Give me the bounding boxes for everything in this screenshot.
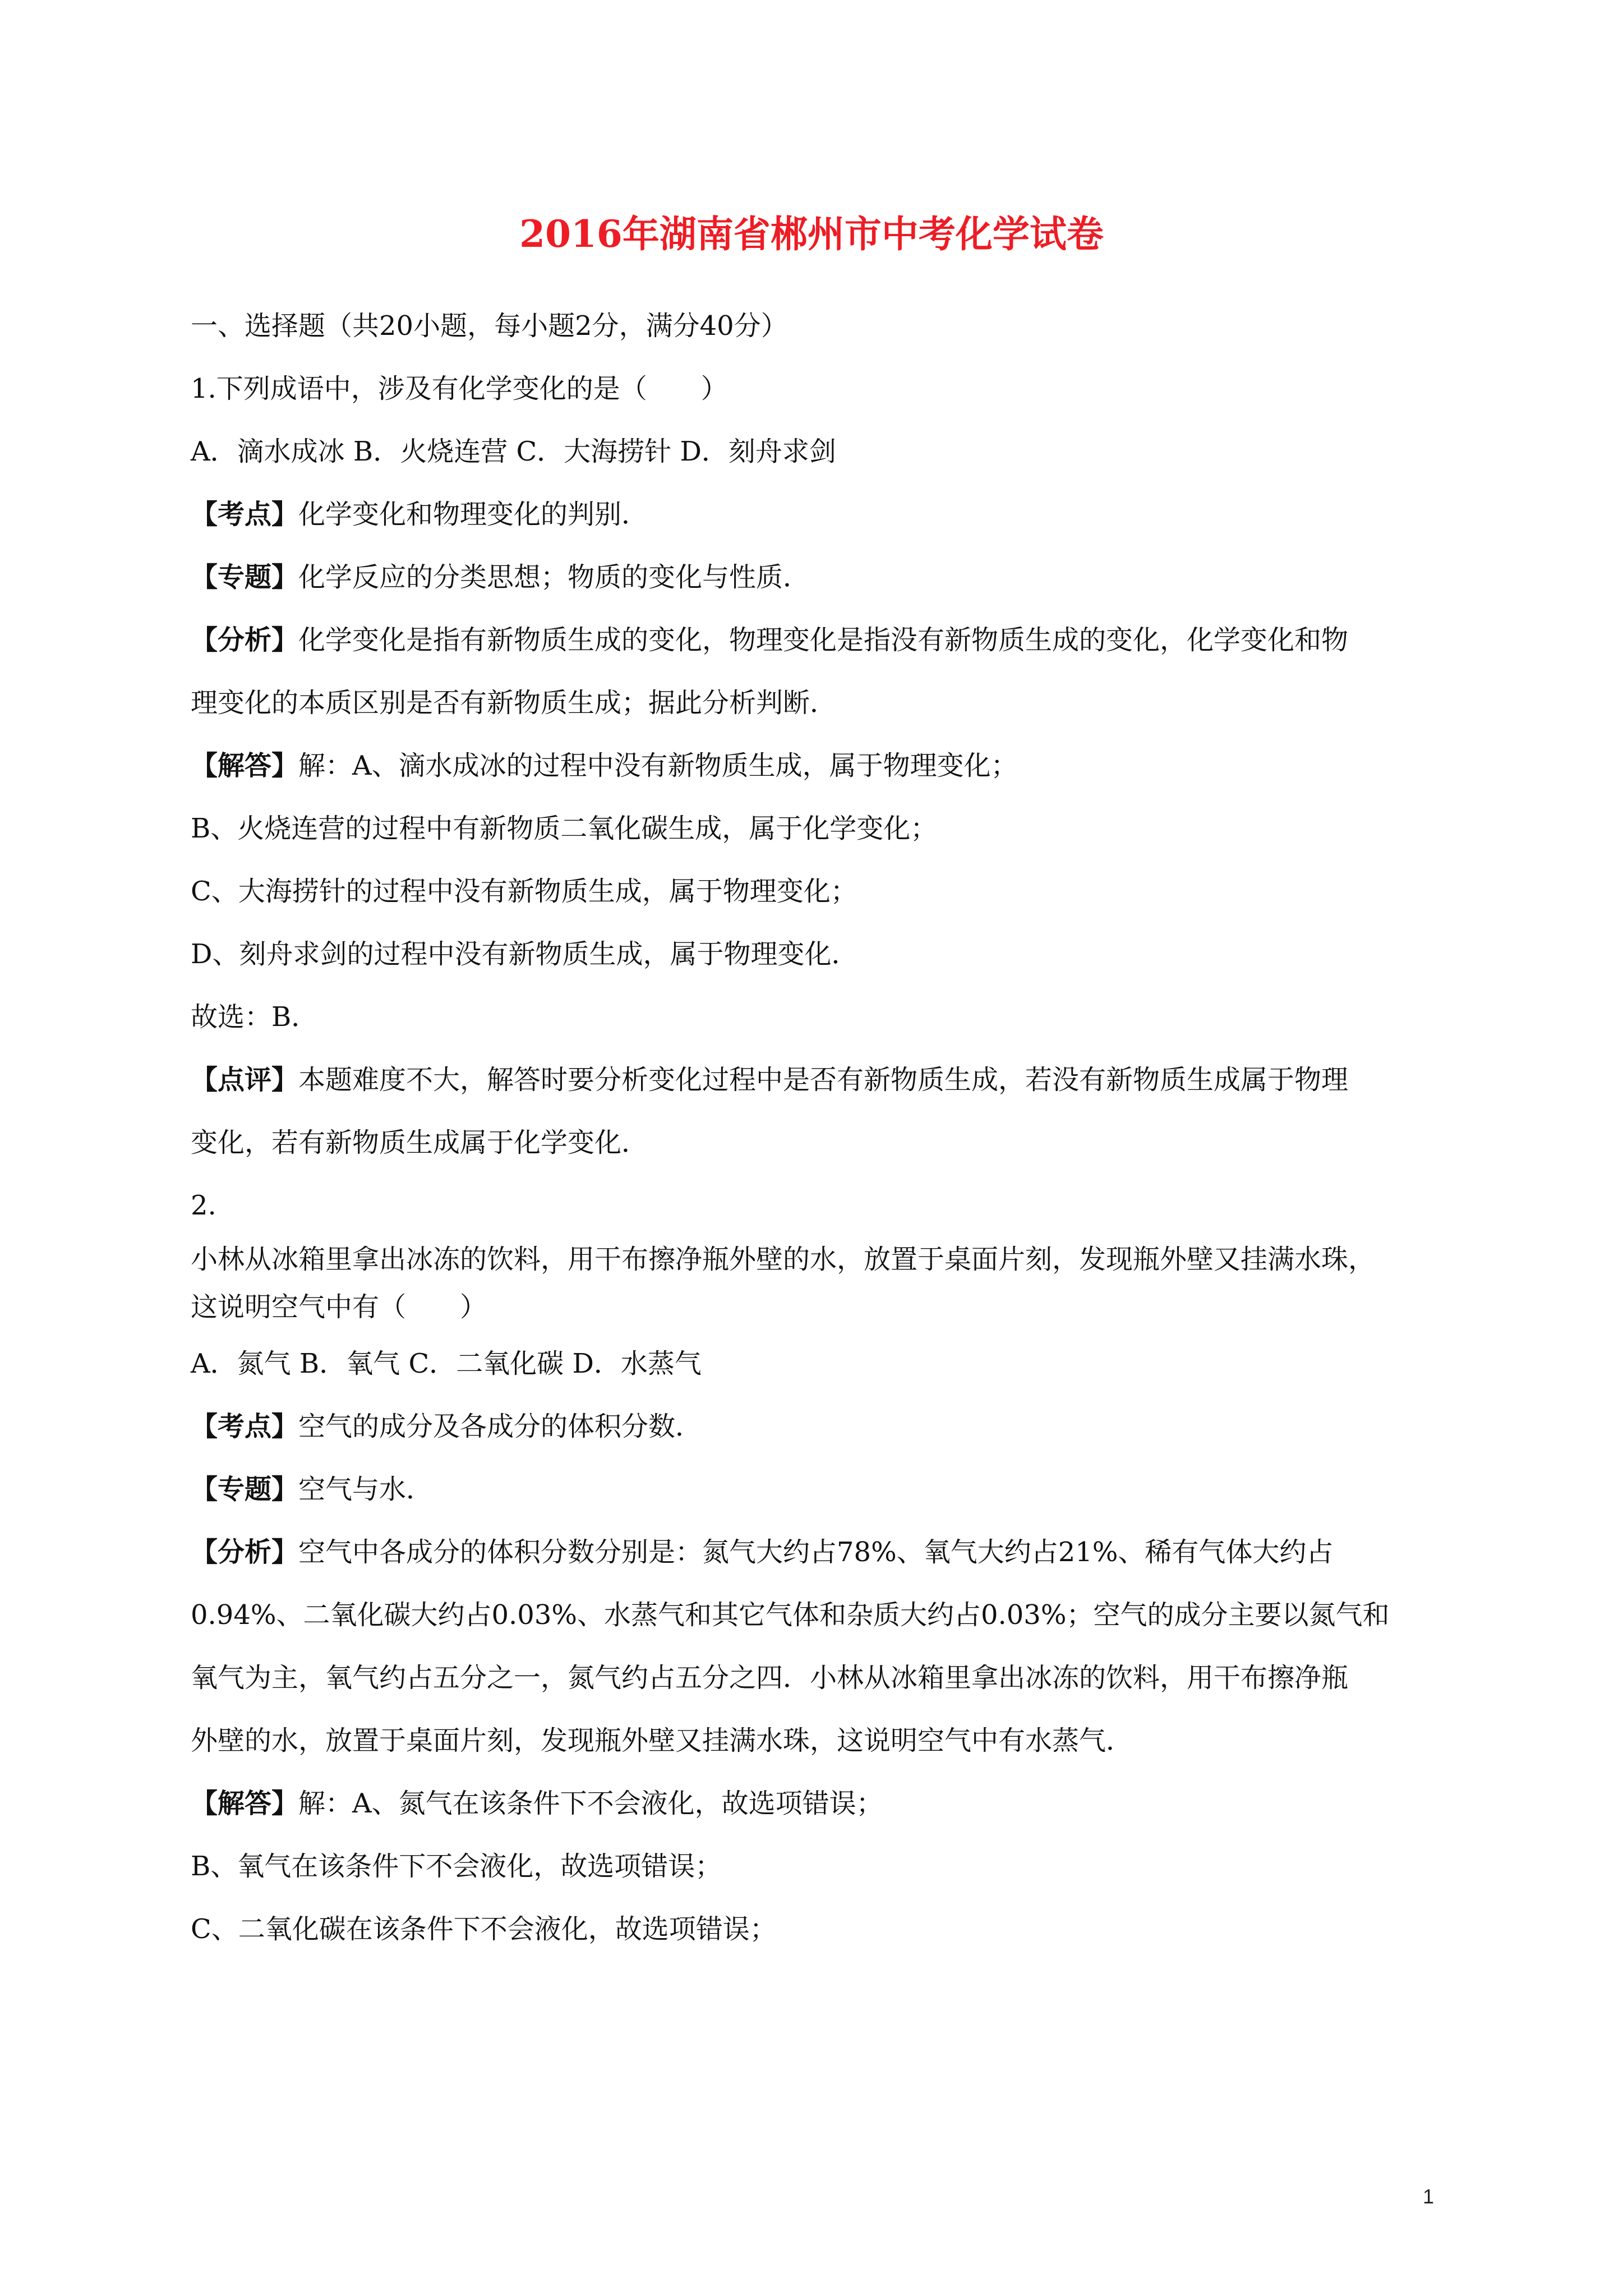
question-2-fenxi-2: 0.94%、二氧化碳大约占0.03%、水蒸气和其它气体和杂质大约占0.03%；空气的成分主要以氮气和: [191, 1599, 1390, 1631]
document-title: 2016年湖南省郴州市中考化学试卷: [519, 212, 1104, 256]
question-1-jieda-d: D、刻舟求剑的过程中没有新物质生成，属于物理变化．: [191, 938, 859, 970]
kaodian-text: 空气的成分及各成分的体积分数．: [298, 1411, 703, 1442]
question-1-options: A．滴水成冰 B．火烧连营 C．大海捞针 D．刻舟求剑: [191, 436, 836, 467]
fenxi-text: 化学变化是指有新物质生成的变化，物理变化是指没有新物质生成的变化，化学变化和物: [298, 624, 1349, 656]
question-1-answer: 故选：B．: [191, 1001, 319, 1033]
question-1-jieda-b: B、火烧连营的过程中有新物质二氧化碳生成，属于化学变化；: [191, 813, 938, 844]
kaodian-text: 化学变化和物理变化的判别．: [298, 499, 649, 530]
question-2-zhuanti: [191, 1458, 1447, 1521]
fenxi-tag: 【分析】: [191, 1536, 299, 1568]
jieda-text: 解：A、氮气在该条件下不会液化，故选项错误；: [298, 1788, 883, 1819]
fenxi-text: 空气中各成分的体积分数分别是：氮气大约占78%、氧气大约占21%、稀有气体大约占: [298, 1536, 1334, 1568]
zhuanti-text: 化学反应的分类思想；物质的变化与性质．: [298, 562, 810, 593]
zhuanti-tag: 【专题】: [191, 1474, 299, 1505]
question-2-jieda-b: B、氧气在该条件下不会液化，故选项错误；: [191, 1851, 722, 1882]
dianping-text: 本题难度不大，解答时要分析变化过程中是否有新物质生成，若没有新物质生成属于物理: [298, 1064, 1349, 1096]
question-1-kaodian: [191, 483, 1447, 546]
question-1-dianping-cont: 变化，若有新物质生成属于化学变化．: [191, 1127, 649, 1158]
question-2-kaodian: [191, 1395, 1447, 1458]
question-2-stem: 小林从冰箱里拿出冰冻的饮料，用干布擦净瓶外壁的水，放置于桌面片刻，发现瓶外壁又挂满水珠，: [191, 1244, 1376, 1275]
jieda-tag: 【解答】: [191, 750, 299, 781]
question-2-fenxi-4: 外壁的水，放置于桌面片刻，发现瓶外壁又挂满水珠，这说明空气中有水蒸气．: [191, 1725, 1133, 1756]
question-1-dianping: [191, 1048, 1447, 1111]
question-2-fenxi-3: 氧气为主，氧气约占五分之一，氮气约占五分之四．小林从冰箱里拿出冰冻的饮料，用干布擦净瓶: [191, 1662, 1349, 1694]
fenxi-tag: 【分析】: [191, 624, 299, 656]
kaodian-tag: 【考点】: [191, 1411, 299, 1442]
question-1-fenxi: [191, 609, 1447, 671]
dianping-tag: 【点评】: [191, 1064, 299, 1096]
question-2-fenxi: [191, 1521, 1447, 1584]
question-2-number: 2.: [191, 1190, 216, 1221]
question-2-options: A．氮气 B．氧气 C．二氧化碳 D．水蒸气: [191, 1348, 702, 1379]
question-1-jieda: [191, 734, 1447, 797]
section-heading: 一、选择题（共20小题，每小题2分，满分40分）: [191, 310, 788, 342]
zhuanti-tag: 【专题】: [191, 562, 299, 593]
question-2-stem-cont: 这说明空气中有（ ）: [191, 1291, 487, 1323]
question-2-jieda: [191, 1772, 1447, 1835]
kaodian-tag: 【考点】: [191, 499, 299, 530]
jieda-text: 解：A、滴水成冰的过程中没有新物质生成，属于物理变化；: [298, 750, 1018, 781]
question-1-stem: 1.下列成语中，涉及有化学变化的是（ ）: [191, 373, 728, 404]
question-1-fenxi-cont: 理变化的本质区别是否有新物质生成；据此分析判断．: [191, 687, 837, 719]
question-2-jieda-c: C、二氧化碳在该条件下不会液化，故选项错误；: [191, 1913, 777, 1945]
jieda-tag: 【解答】: [191, 1788, 299, 1819]
zhuanti-text: 空气与水．: [298, 1474, 434, 1505]
question-1-jieda-c: C、大海捞针的过程中没有新物质生成，属于物理变化；: [191, 876, 857, 907]
document-body: [191, 295, 1447, 1961]
question-1-zhuanti: [191, 546, 1447, 609]
page-number: 1: [1423, 2185, 1435, 2208]
